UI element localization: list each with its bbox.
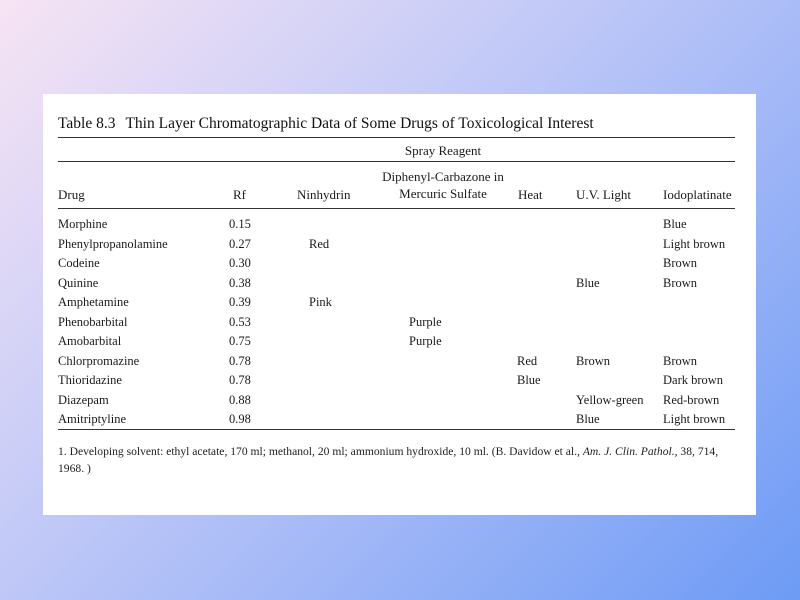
cell-rf: 0.53: [229, 314, 251, 329]
table-title: [58, 115, 594, 133]
header-diphenyl-carbazone: [343, 168, 543, 202]
header-dpc-line2: Mercuric Sulfate: [399, 186, 487, 201]
cell-rf: 0.38: [229, 275, 251, 290]
cell-drug: Amitriptyline: [58, 412, 127, 426]
header-iodoplatinate: Iodoplatinate: [663, 187, 732, 202]
cell-drug: Morphine: [58, 217, 108, 231]
cell-rf: 0.78: [229, 353, 251, 368]
cell-uv: Brown: [576, 353, 611, 368]
cell-iodo: Brown: [663, 353, 698, 368]
cell-drug: Quinine: [58, 275, 99, 290]
cell-drug: Codeine: [58, 256, 100, 270]
cell-rf: 0.88: [229, 392, 251, 407]
cell-uv: Yellow-green: [576, 392, 644, 407]
footnote-text: 1. Developing solvent: ethyl acetate, 170 ml; methanol, 20 ml; ammonium hydroxide, 10 ml. (B. Davidow et al.,: [58, 445, 583, 458]
cell-uv: Blue: [576, 412, 600, 426]
spray-reagent-label: Spray Reagent: [404, 143, 482, 158]
cell-drug: Amobarbital: [58, 334, 122, 348]
cell-heat: Red: [517, 353, 538, 368]
cell-iodo: Brown: [663, 275, 698, 290]
footnote-journal: Am. J. Clin. Pathol.,: [582, 445, 678, 458]
cell-drug: Thioridazine: [58, 373, 122, 387]
header-heat: Heat: [518, 187, 543, 202]
cell-iodo: Light brown: [663, 236, 726, 251]
header-dpc-line1: Diphenyl-Carbazone in: [382, 169, 504, 184]
cell-drug: Phenylpropanolamine: [58, 236, 168, 251]
top-rule: [58, 137, 735, 138]
cell-drug: Amphetamine: [58, 295, 129, 309]
header-ninhydrin: Ninhydrin: [297, 187, 351, 202]
cell-ninhydrin: Pink: [309, 295, 332, 309]
cell-rf: 0.75: [229, 334, 251, 348]
cell-drug: Diazepam: [58, 392, 109, 407]
header-rf: Rf: [233, 187, 246, 202]
cell-rf: 0.30: [229, 256, 251, 270]
table-title-text: Thin Layer Chromatographic Data of Some Drugs of Toxicological Interest: [125, 115, 594, 132]
cell-rf: 0.78: [229, 373, 251, 387]
header-drug: Drug: [58, 187, 85, 202]
cell-iodo: Blue: [663, 217, 687, 231]
table-number: Table 8.3: [58, 115, 116, 132]
spray-rule: [58, 161, 735, 162]
cell-rf: 0.15: [229, 217, 251, 231]
cell-dpc: Purple: [409, 334, 442, 348]
header-rule: [58, 208, 735, 209]
cell-rf: 0.27: [229, 236, 251, 251]
cell-ninhydrin: Red: [309, 236, 330, 251]
bottom-rule: [58, 429, 735, 430]
cell-iodo: Red-brown: [663, 392, 720, 407]
cell-rf: 0.39: [229, 295, 251, 309]
cell-dpc: Purple: [409, 314, 442, 329]
slide-card: [43, 94, 756, 515]
cell-drug: Chlorpromazine: [58, 353, 140, 368]
footnote-citation: 38, 714, 1968. ): [58, 445, 719, 475]
cell-rf: 0.98: [229, 412, 251, 426]
cell-uv: Blue: [576, 275, 600, 290]
cell-heat: Blue: [517, 373, 541, 387]
footnote: [58, 443, 738, 477]
header-uv-light: U.V. Light: [576, 187, 632, 202]
cell-drug: Phenobarbital: [58, 314, 128, 329]
cell-iodo: Dark brown: [663, 373, 724, 387]
cell-iodo: Brown: [663, 256, 698, 270]
cell-iodo: Light brown: [663, 412, 726, 426]
